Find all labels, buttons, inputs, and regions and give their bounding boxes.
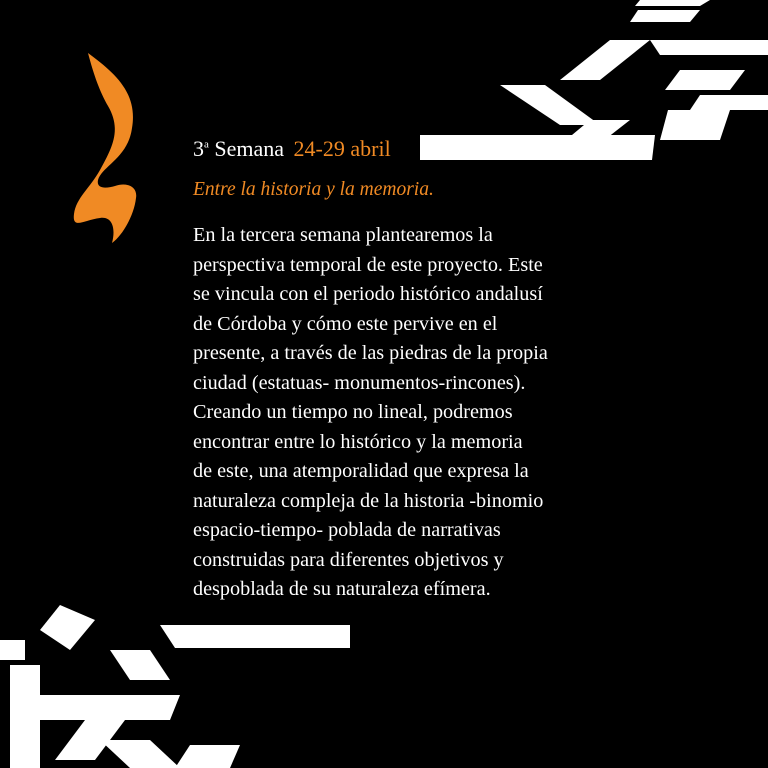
week-number: 3 bbox=[193, 136, 204, 161]
week-dates: 24-29 abril bbox=[293, 136, 391, 161]
body-line: encontrar entre lo histórico y la memoria bbox=[193, 430, 523, 453]
week-heading bbox=[193, 136, 391, 162]
body-line: ciudad (estatuas- monumentos-rincones). bbox=[193, 371, 526, 394]
body-line: espacio-tiempo- poblada de narrativas bbox=[193, 519, 501, 541]
body-paragraph bbox=[193, 221, 613, 605]
subtitle: Entre la historia y la memoria. bbox=[193, 179, 434, 200]
bottom-left-strokes bbox=[0, 605, 350, 768]
ordinal-suffix: a bbox=[204, 138, 209, 151]
body-line: construidas para diferentes objetivos y bbox=[193, 548, 504, 571]
body-line: naturaleza compleja de la historia -binomio bbox=[193, 489, 544, 512]
body-line: En la tercera semana plantearemos la bbox=[193, 224, 493, 246]
flame-logo-icon bbox=[60, 48, 150, 248]
week-label: Semana bbox=[214, 136, 285, 161]
top-right-strokes bbox=[420, 0, 768, 160]
body-line: perspectiva temporal de este proyecto. Este bbox=[193, 253, 543, 276]
body-line: se vincula con el periodo histórico andalusí bbox=[193, 283, 543, 305]
body-line: Creando un tiempo no lineal, podremos bbox=[193, 401, 513, 423]
body-line: de este, una atemporalidad que expresa la bbox=[193, 460, 529, 482]
body-line: presente, a través de las piedras de la propia bbox=[193, 342, 548, 364]
body-line: de Córdoba y cómo este pervive en el bbox=[193, 312, 498, 335]
body-line: despoblada de su naturaleza efímera. bbox=[193, 578, 491, 600]
